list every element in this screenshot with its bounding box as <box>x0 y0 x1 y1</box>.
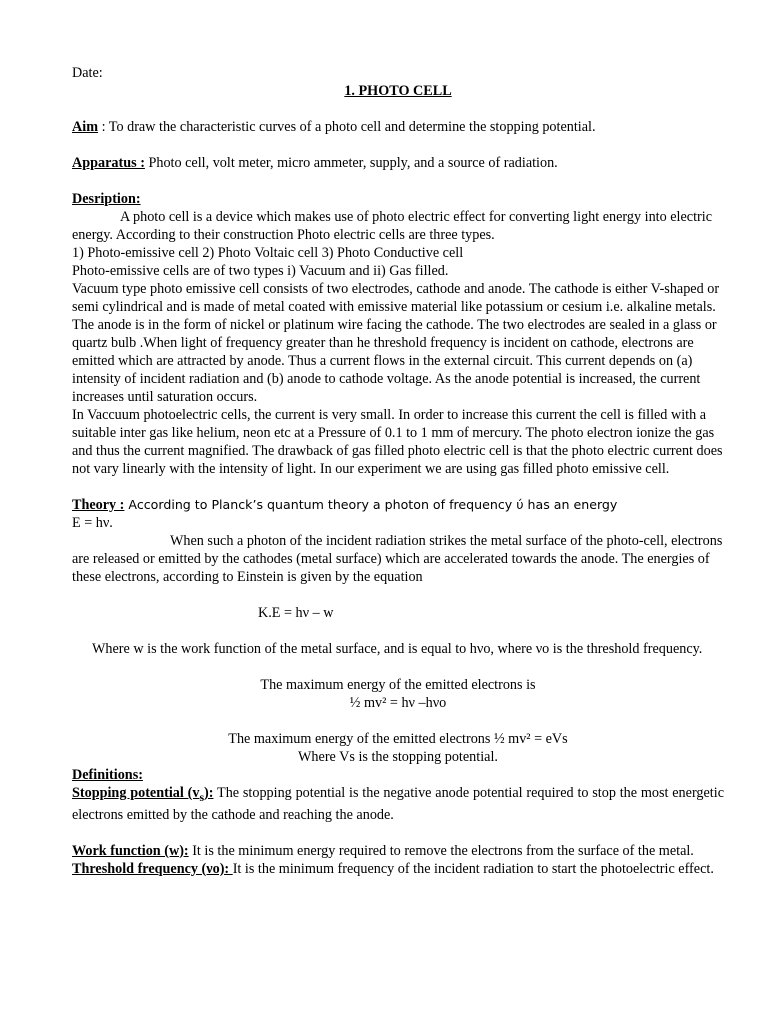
definition-threshold-frequency <box>72 860 724 878</box>
definition-stopping-potential <box>72 784 724 824</box>
threshold-frequency-label: Threshold frequency (νo): <box>72 860 233 877</box>
aim-label: Aim <box>72 119 99 135</box>
document-body <box>72 64 724 878</box>
threshold-frequency-text: It is the minimum frequency of the incident radiation to start the photoelectric effect. <box>232 860 714 877</box>
equation-kinetic-energy: K.E = hν – w <box>258 605 334 621</box>
theory-work-function: Where w is the work function of the metal surface, and is equal to hνo, where νo is the threshold frequency. <box>92 641 703 657</box>
definition-work-function <box>72 842 724 860</box>
work-function-label: Work function (w): <box>72 842 189 859</box>
description-vacuum: Vacuum type photo emissive cell consists of two electrodes, cathode and anode. The cathode is either V-shaped or semi cylindrical and is made of metal coated with emissive material like potassium or cesium i.e. alkaline metals. The anode is in the form of nickel or platinum wire facing the cathode. The two electrodes are sealed in a glass or quartz bulb .When light of frequency greater than he threshold frequency is incident on cathode, electrons are emitted which are attracted by anode. Thus a current flows in the external circuit. This current depends on (a) intensity of incident radiation and (b) anode to cathode voltage. As the anode potential is increased, the current increases until saturation occurs. <box>72 281 720 405</box>
theory-stopping-note: Where Vs is the stopping potential. <box>298 749 498 765</box>
theory-stopping-energy: The maximum energy of the emitted electrons ½ mv² = eVs <box>228 731 568 747</box>
apparatus-paragraph <box>72 154 724 172</box>
stopping-potential-text: The stopping potential is the negative anode potential required to stop the most energetic electrons emitted by the cathode and reaching the anode. <box>72 785 724 823</box>
stopping-potential-label-main: Stopping potential (v <box>72 785 200 801</box>
equation-max-energy: ½ mv² = hν –hνo <box>349 695 447 711</box>
page-title: 1. PHOTO CELL <box>344 83 452 99</box>
aim-text: : To draw the characteristic curves of a photo cell and determine the stopping potential. <box>98 119 596 135</box>
stopping-potential-subscript: s <box>199 789 205 804</box>
description-types: 1) Photo-emissive cell 2) Photo Voltaic cell 3) Photo Conductive cell <box>72 245 464 261</box>
definitions-heading: Definitions: <box>72 767 143 783</box>
description-intro: A photo cell is a device which makes use of photo electric effect for converting light energy into electric energy. According to their construction Photo electric cells are three types. <box>72 209 712 243</box>
equation-energy: E = hν. <box>72 515 113 531</box>
apparatus-text: Photo cell, volt meter, micro ammeter, supply, and a source of radiation. <box>144 155 558 171</box>
apparatus-label: Apparatus : <box>72 155 145 171</box>
description-heading: Desription: <box>72 191 141 207</box>
stopping-potential-label <box>72 785 214 804</box>
stopping-potential-label-end: ): <box>204 785 214 801</box>
work-function-text: It is the minimum energy required to remove the electrons from the surface of the metal. <box>188 842 694 859</box>
theory-text: According to Planck’s quantum theory a photon of frequency ύ has an energy <box>124 497 618 512</box>
date-label: Date: <box>72 65 103 81</box>
theory-label: Theory : <box>72 497 125 513</box>
theory-einstein: When such a photon of the incident radiation strikes the metal surface of the photo-cell, electrons are released or emitted by the cathodes (metal surface) which are accelerated towards the anode. The energies of these electrons, according to Einstein is given by the equation <box>72 533 723 585</box>
theory-max-energy: The maximum energy of the emitted electrons is <box>260 677 536 693</box>
description-gas: In Vaccuum photoelectric cells, the current is very small. In order to increase this current the cell is filled with a suitable inter gas like helium, neon etc at a Pressure of 0.1 to 1 mm of mercury. The photo electron ionize the gas and thus the current magnified. The drawback of gas filled photo electric cell is that the photo electric current does not vary linearly with the intensity of light. In our experiment we are using gas filled photo emissive cell. <box>72 407 723 477</box>
description-emissive-types: Photo-emissive cells are of two types i) Vacuum and ii) Gas filled. <box>72 263 449 279</box>
aim-paragraph <box>72 118 724 136</box>
theory-paragraph <box>72 496 724 514</box>
